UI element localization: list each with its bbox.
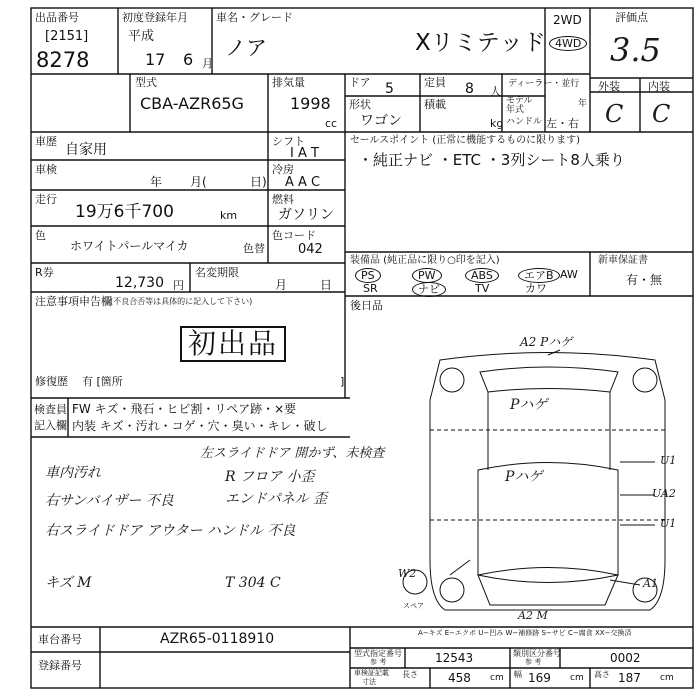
rear-items-label: 後日品 [350, 299, 383, 312]
equipment-tv: TV [475, 282, 490, 295]
diagram-mark-a2-top: A2 Pハゲ [520, 335, 573, 349]
car-model: ノア [225, 36, 267, 60]
inspection-year: 年 [150, 175, 163, 189]
score-exterior-label: 外装 [598, 80, 620, 93]
diagram-mark-u1b: U1 [660, 517, 677, 530]
history-value: 自家用 [65, 142, 107, 158]
sales-point-value: ・純正ナビ ・ETC ・3列シート8人乗り [358, 151, 625, 169]
inspection-day: 日) [250, 175, 267, 189]
equipment-abs: ABS [465, 268, 499, 283]
mileage-label: 走行 [35, 193, 57, 206]
dimensions-label-1: 車検証記載 [354, 669, 389, 677]
diagram-mark-a2-bottom: A2 M [518, 609, 548, 622]
color-label: 色 [35, 229, 46, 242]
shift-value: I A T [290, 146, 319, 161]
width-label: 幅 [514, 670, 522, 679]
new-warranty-value: 有・無 [626, 273, 663, 287]
repair-value: 有 [箇所 [82, 375, 123, 388]
ac-label: 冷房 [272, 163, 294, 176]
fuel-value: ガソリン [278, 207, 334, 223]
sales-point-label: セールスポイント (正常に機能するものに限ります) [350, 135, 581, 146]
inspector-label-2: 記入欄 [34, 419, 67, 432]
damage-legend: A−キズ E−エクボ U−凹み W−補修跡 S−サビ C−腐食 XX−交換済 [418, 629, 632, 637]
shape-value: ワゴン [360, 113, 402, 129]
height-unit: cm [660, 673, 674, 683]
type-designation-label: 型式指定番号 [354, 649, 402, 658]
equipment-pw: PW [412, 268, 442, 283]
length-label: 長さ [402, 670, 418, 679]
score-exterior: C [605, 100, 624, 128]
first-reg-month-unit: 月 [202, 57, 213, 70]
name-change-day: 日 [320, 278, 333, 292]
score-label: 評価点 [615, 11, 648, 24]
score-value: 3.5 [610, 31, 661, 69]
displacement-value: 1998 [290, 94, 331, 113]
width-unit: cm [570, 673, 584, 683]
score-interior-label: 内装 [648, 80, 670, 93]
recycle-label: R券 [35, 266, 54, 279]
shape-label: 形状 [349, 98, 371, 111]
height-value: 187 [618, 671, 641, 685]
handle-label: ハンドル [506, 117, 543, 127]
capacity-value: 8 [465, 81, 474, 97]
notes-sub: (不良合否等は具体的に記入して下さい) [110, 297, 253, 306]
equipment-airbag: エアB [518, 268, 560, 283]
dealer-label: ディーラー・並行 [508, 79, 580, 89]
car-grade: Xリミテッド [415, 30, 546, 56]
drive-4wd: 4WD [549, 36, 587, 51]
length-value: 458 [448, 671, 471, 685]
displacement-unit: cc [325, 117, 338, 130]
note-line-4: 右サンバイザー 不良 [45, 493, 174, 509]
lot-label: 出品番号 [35, 11, 79, 24]
spare-label: スペア [403, 602, 424, 610]
repair-label: 修復歴 [35, 375, 68, 388]
class-number-label: 類別区分番号 [513, 649, 561, 658]
lot-code: [2151] [45, 29, 89, 44]
name-change-month: 月 [275, 278, 288, 292]
shift-label: シフト [272, 135, 305, 148]
mileage-unit: km [220, 209, 238, 222]
model-label: モデル [506, 96, 533, 106]
diagram-mark-body: Pハゲ [505, 469, 543, 485]
chassis-label: 車台番号 [38, 633, 82, 646]
fuel-label: 燃料 [272, 193, 294, 206]
class-number-value: 0002 [610, 651, 641, 665]
displacement-label: 排気量 [272, 76, 305, 89]
name-label: 車名・グレード [216, 11, 293, 24]
inspection-month: 月( [190, 175, 207, 189]
diagram-mark-ua2: UA2 [652, 487, 676, 500]
repair-close: ] [340, 375, 345, 388]
mileage-value: 19万6千700 [75, 202, 174, 222]
diagram-mark-w2: W2 [398, 567, 417, 580]
note-line-1: 左スライドドア 開かず、未検査 [200, 446, 385, 461]
note-line-7: キズ M [45, 575, 92, 591]
capacity-label: 定員 [424, 76, 446, 89]
type-label: 型式 [135, 76, 157, 89]
note-line-5: エンドパネル 歪 [225, 491, 328, 507]
type-value: CBA-AZR65G [140, 94, 244, 113]
equipment-aw: AW [560, 268, 578, 281]
length-unit: cm [490, 673, 504, 683]
load-label: 積載 [424, 98, 446, 111]
history-label: 車歴 [35, 135, 57, 148]
note-line-6: 右スライドドア アウター ハンドル 不良 [45, 523, 296, 539]
chassis-value: AZR65-0118910 [160, 631, 275, 647]
handle-value: 左・右 [546, 117, 579, 130]
name-change-label: 名変期限 [195, 266, 239, 279]
inspector-label-1: 検査員 [34, 403, 67, 416]
note-line-8: T 304 C [225, 575, 281, 591]
first-reg-era: 平成 [128, 29, 155, 44]
diagram-mark-roof: Pハゲ [510, 397, 548, 413]
first-reg-month: 6 [183, 50, 194, 69]
new-warranty-label: 新車保証書 [598, 255, 648, 266]
color-value: ホワイトパールマイカ [70, 239, 189, 253]
score-interior: C [652, 100, 671, 128]
first-reg-year: 17 [145, 50, 166, 69]
width-value: 169 [528, 671, 551, 685]
color-code: 042 [298, 242, 323, 257]
diagram-mark-u1a: U1 [660, 454, 677, 467]
year-unit: 年 [578, 99, 588, 109]
dimensions-label-2: 寸法 [362, 678, 376, 686]
recycle-unit: 円 [173, 279, 184, 292]
equipment-label: 装備品 (純正品に限り○印を記入) [350, 255, 500, 266]
equipment-leather: カワ [525, 282, 547, 295]
first-reg-label: 初度登録年月 [122, 11, 188, 24]
first-listing-stamp: 初出品 [180, 326, 286, 362]
height-label: 高さ [594, 670, 610, 679]
type-designation-value: 12543 [435, 651, 474, 665]
color-change-label: 色替 [243, 242, 265, 255]
lot-number: 8278 [36, 48, 90, 72]
load-unit: kg [490, 117, 504, 130]
inspection-label: 車検 [35, 163, 57, 176]
drive-2wd: 2WD [553, 13, 582, 27]
ac-value: A A C [285, 175, 321, 190]
note-line-3: R フロア 小歪 [225, 469, 315, 485]
capacity-unit: 人 [490, 85, 501, 98]
doors-label: ドア [349, 76, 371, 89]
notes-label: 注意事項申告欄 [35, 295, 112, 308]
recycle-value: 12,730 [115, 275, 164, 291]
type-designation-ref: 参 考 [370, 658, 387, 666]
inspector-row-1: FW キズ・飛石・ヒビ割・リペア跡・×要 [72, 402, 297, 416]
color-code-label: 色コード [272, 229, 316, 242]
inspector-row-2: 内装 キズ・汚れ・コゲ・穴・臭い・キレ・破し [72, 419, 328, 433]
year-label: 年式 [506, 105, 525, 115]
equipment-ps: PS [355, 268, 381, 283]
note-line-2: 車内汚れ [45, 465, 101, 481]
reg-number-label: 登録番号 [38, 659, 82, 672]
equipment-sr: SR [363, 282, 378, 295]
equipment-navi: ナビ [412, 282, 446, 297]
diagram-mark-a1: A1 [643, 577, 658, 590]
class-number-ref: 参 考 [525, 658, 542, 666]
doors-value: 5 [385, 81, 394, 97]
